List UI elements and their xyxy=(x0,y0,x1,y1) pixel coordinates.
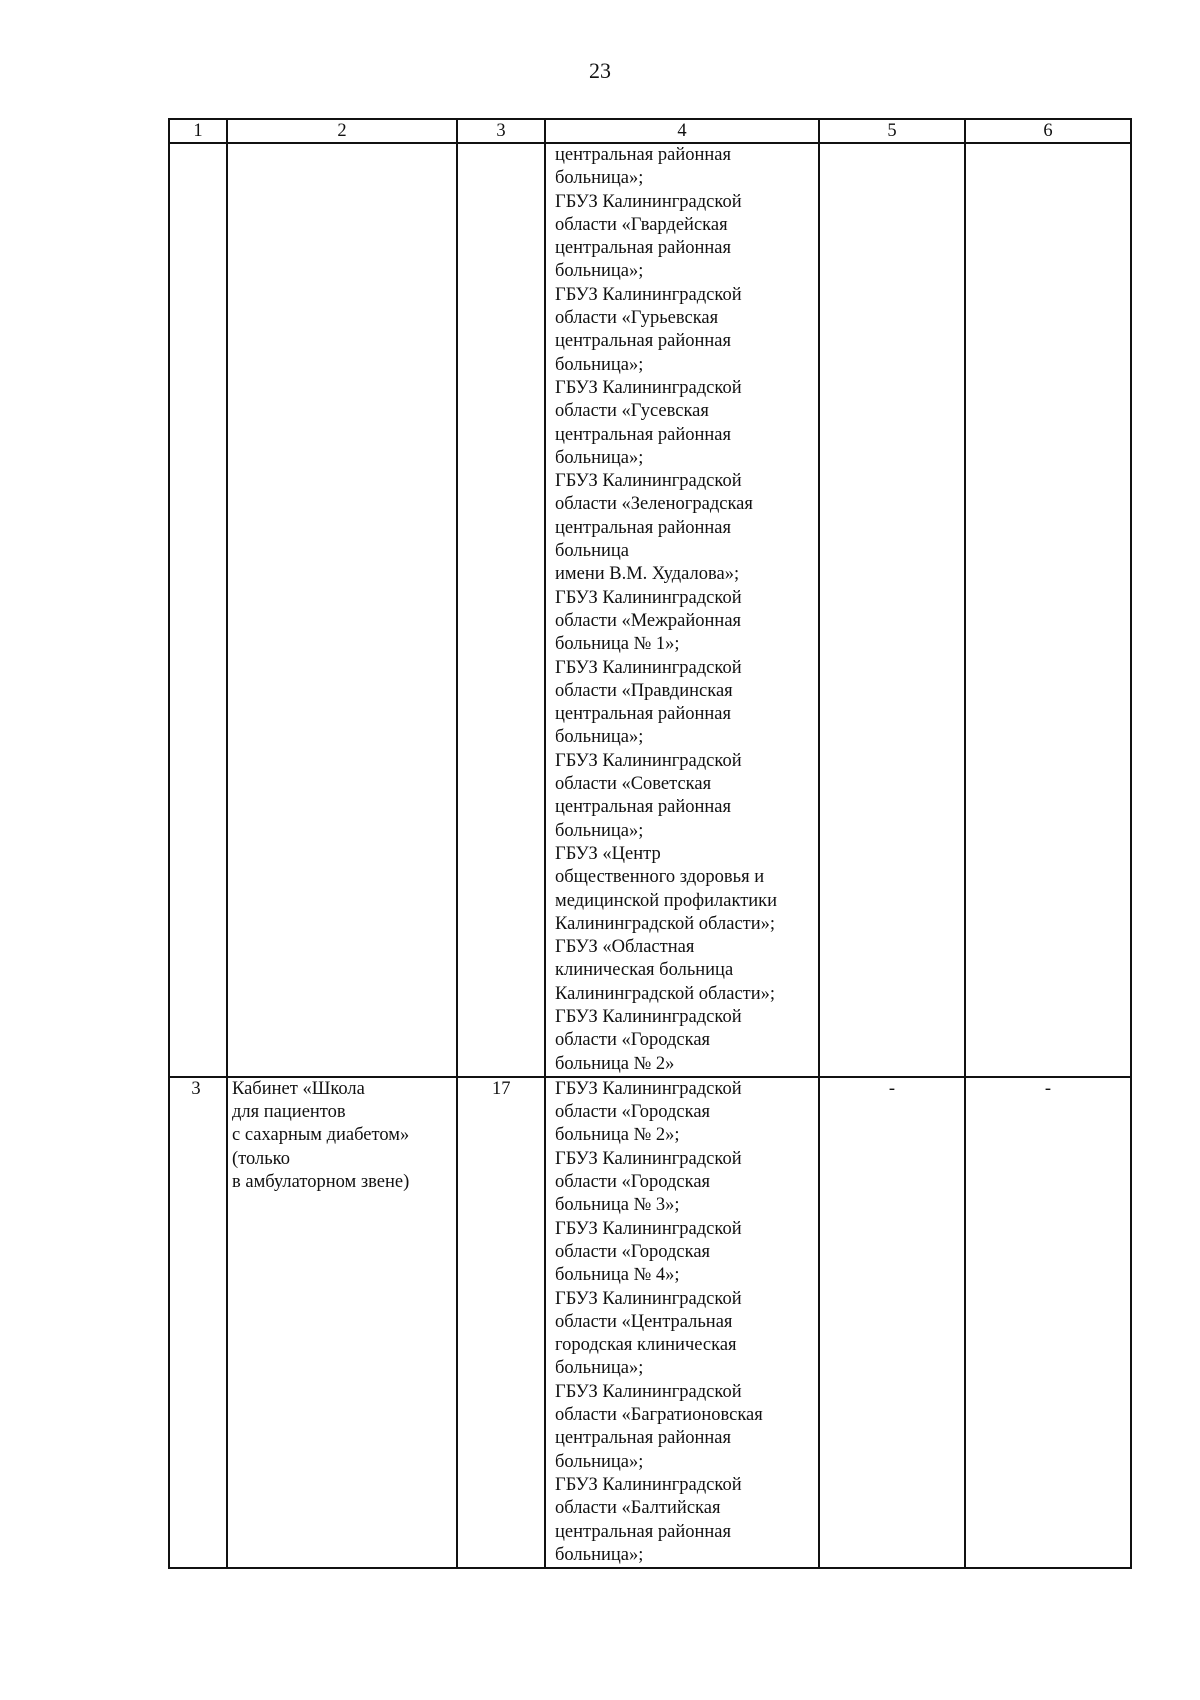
cell-text-line: области «Гусевская xyxy=(555,401,709,422)
cell-text-line: больница № 1»; xyxy=(555,634,680,655)
cell-text-line: медицинской профилактики xyxy=(555,890,778,911)
cell-text-line: имени В.М. Худалова»; xyxy=(555,564,740,585)
cell-text-line: области «Багратионовская xyxy=(555,1405,763,1426)
cell-text-line: центральная районная xyxy=(555,238,731,259)
cell-text-line: больница»; xyxy=(555,354,644,375)
header-col-6: 6 xyxy=(965,119,1131,143)
row-number-cell xyxy=(169,143,227,1077)
cell-text-line: центральная районная xyxy=(555,145,731,165)
cell-text-line: с сахарным диабетом» xyxy=(232,1125,410,1146)
cell-text-line: центральная районная xyxy=(555,331,731,352)
header-col-1: 1 xyxy=(169,119,227,143)
cell-text-line: области «Центральная xyxy=(555,1311,733,1332)
document-table xyxy=(168,118,1132,1569)
cell-text-line: городская клиническая xyxy=(555,1335,737,1356)
cell-text-line: ГБУЗ Калининградской xyxy=(555,1288,742,1309)
cell-text-line: ГБУЗ Калининградской xyxy=(555,1474,742,1495)
cell-text-line: ГБУЗ Калининградской xyxy=(555,1006,742,1027)
cell-text-line: больница xyxy=(555,541,629,562)
row-number-cell: 3 xyxy=(169,1077,227,1568)
header-row xyxy=(169,119,1131,143)
cell-text-line: больница»; xyxy=(555,1451,644,1472)
cell-text-line: больница»; xyxy=(555,727,644,748)
organizations-cell xyxy=(545,143,819,1077)
cell-text-line: области «Гвардейская xyxy=(555,214,728,235)
count-cell: 17 xyxy=(457,1077,545,1568)
cell-text-line: центральная районная xyxy=(555,1521,731,1542)
cell-text-line: области «Городская xyxy=(555,1241,711,1262)
cell-text-line: ГБУЗ «Центр xyxy=(555,843,661,864)
cell-text-line: ГБУЗ Калининградской xyxy=(555,750,742,771)
cell-text-line: ГБУЗ Калининградской xyxy=(555,1381,742,1402)
cell-text-line: ГБУЗ Калининградской xyxy=(555,377,742,398)
cell-text-line: ГБУЗ «Областная xyxy=(555,937,695,958)
cell-text-line: центральная районная xyxy=(555,517,731,538)
col5-cell xyxy=(819,143,965,1077)
organizations-cell-lines xyxy=(555,144,814,1076)
cell-text-line: больница № 3»; xyxy=(555,1195,680,1216)
cell-text-line: больница»; xyxy=(555,168,644,189)
cell-text-line: ГБУЗ Калининградской xyxy=(555,191,742,212)
cell-text-line: ГБУЗ Калининградской xyxy=(555,1148,742,1169)
cell-text-line: больница»; xyxy=(555,261,644,282)
cell-text-line: больница № 2» xyxy=(555,1053,675,1074)
cell-text-line: области «Гурьевская xyxy=(555,308,719,329)
cell-text-line: области «Балтийская xyxy=(555,1498,721,1519)
cell-text-line: общественного здоровья и xyxy=(555,867,765,888)
count-cell xyxy=(457,143,545,1077)
col6-cell: - xyxy=(965,1077,1131,1568)
table-row xyxy=(169,1077,1131,1568)
cell-text-line: для пациентов xyxy=(232,1102,346,1123)
cell-text-line: Кабинет «Школа xyxy=(232,1078,365,1099)
cell-text-line: области «Межрайонная xyxy=(555,610,742,631)
cell-text-line: Калининградской области»; xyxy=(555,913,776,934)
organizations-cell-lines xyxy=(555,1078,814,1567)
cabinet-name-cell-lines xyxy=(232,1078,452,1194)
cabinet-name-cell xyxy=(227,1077,457,1568)
cell-text-line: больница»; xyxy=(555,1358,644,1379)
cell-text-line: области «Советская xyxy=(555,774,712,795)
cell-text-line: центральная районная xyxy=(555,704,731,725)
col6-cell xyxy=(965,143,1131,1077)
cell-text-line: ГБУЗ Калининградской xyxy=(555,657,742,678)
cell-text-line: больница № 2»; xyxy=(555,1125,680,1146)
cell-text-line: центральная районная xyxy=(555,424,731,445)
col5-cell: - xyxy=(819,1077,965,1568)
cell-text-line: области «Городская xyxy=(555,1030,711,1051)
cell-text-line: Калининградской области»; xyxy=(555,983,776,1004)
cell-text-line: ГБУЗ Калининградской xyxy=(555,1218,742,1239)
table-row xyxy=(169,143,1131,1077)
cell-text-line: области «Зеленоградская xyxy=(555,494,753,515)
header-col-2: 2 xyxy=(227,119,457,143)
cell-text-line: клиническая больница xyxy=(555,960,734,981)
cell-text-line: больница»; xyxy=(555,1544,644,1565)
cell-text-line: центральная районная xyxy=(555,797,731,818)
cell-text-line: области «Городская xyxy=(555,1102,711,1123)
cell-text-line: (только xyxy=(232,1148,290,1169)
cell-text-line: в амбулаторном звене) xyxy=(232,1172,410,1193)
cell-text-line: ГБУЗ Калининградской xyxy=(555,471,742,492)
cabinet-name-cell xyxy=(227,143,457,1077)
cell-text-line: области «Городская xyxy=(555,1172,711,1193)
cell-text-line: ГБУЗ Калининградской xyxy=(555,1078,742,1099)
cell-text-line: ГБУЗ Калининградской xyxy=(555,284,742,305)
cell-text-line: ГБУЗ Калининградской xyxy=(555,587,742,608)
organizations-cell xyxy=(545,1077,819,1568)
cell-text-line: области «Правдинская xyxy=(555,680,733,701)
cell-text-line: больница»; xyxy=(555,447,644,468)
cell-text-line: больница»; xyxy=(555,820,644,841)
cell-text-line: больница № 4»; xyxy=(555,1265,680,1286)
header-col-5: 5 xyxy=(819,119,965,143)
page-number: 23 xyxy=(589,58,611,83)
header-col-3: 3 xyxy=(457,119,545,143)
header-col-4: 4 xyxy=(545,119,819,143)
cell-text-line: центральная районная xyxy=(555,1428,731,1449)
